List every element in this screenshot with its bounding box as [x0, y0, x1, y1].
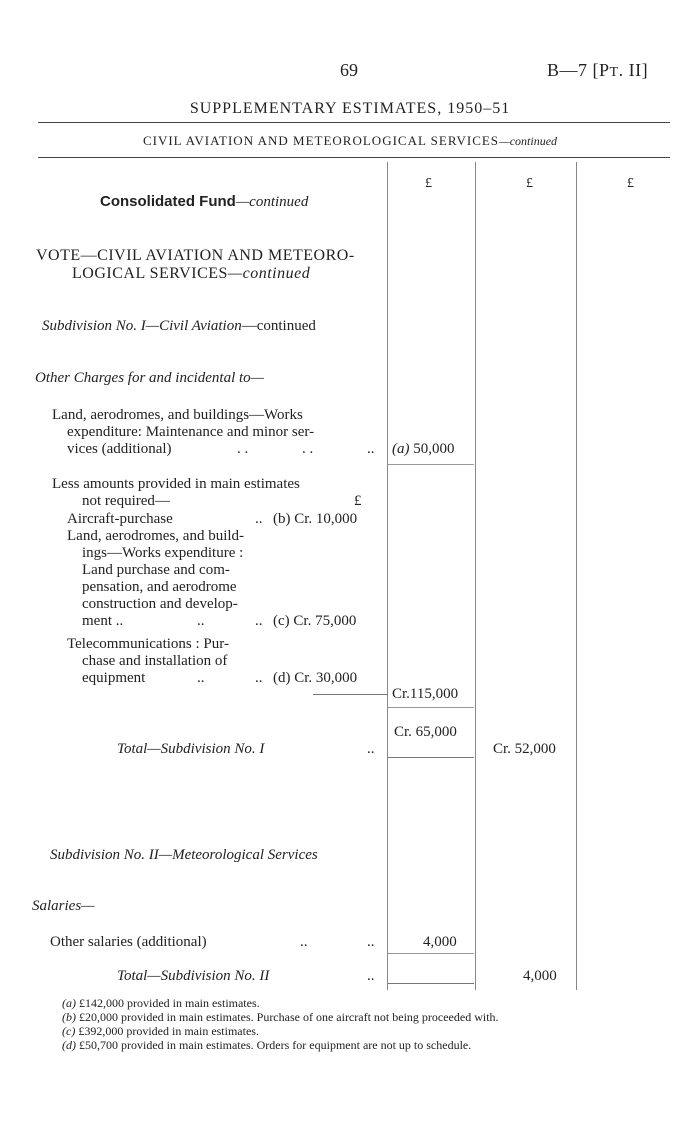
- item-land-line: Land purchase and com-: [82, 562, 230, 578]
- subdivision-1-total-amount: Cr. 52,000: [493, 741, 556, 757]
- title-rule: [38, 122, 670, 123]
- item-telecom-line: equipment: [82, 670, 146, 686]
- subdivision-1-total-label: Total—Subdivision No. I: [117, 741, 265, 757]
- salaries-heading: Salaries—: [32, 898, 95, 914]
- leader-dots: ..: [300, 934, 308, 950]
- subdivision-2-total-amount: 4,000: [523, 968, 557, 984]
- currency-header-2: £: [526, 176, 533, 191]
- less-line-1: Less amounts provided in main estimates: [52, 476, 300, 492]
- leader-dots: ..: [367, 968, 375, 984]
- page-title: SUPPLEMENTARY ESTIMATES, 1950–51: [189, 100, 511, 117]
- land-line-1: Land, aerodromes, and buildings—Works: [52, 407, 303, 423]
- footnote-d: (d) £50,700 provided in main estimates. Orders for equipment are not up to schedule.: [62, 1038, 472, 1052]
- leader-dots: ..: [197, 613, 205, 629]
- salaries-underline: [388, 953, 474, 954]
- leader-dots: ..: [367, 934, 375, 950]
- item-land-line: construction and develop-: [82, 596, 238, 612]
- total-2-rule: [388, 983, 474, 984]
- item-telecom-line: Telecommunications : Pur-: [67, 636, 229, 652]
- leader-dots: . .: [302, 441, 314, 457]
- land-works-amount: (c) Cr. 75,000: [273, 613, 357, 629]
- leader-dots: ..: [367, 441, 375, 457]
- item-telecom-line: chase and installation of: [82, 653, 228, 669]
- item-land-line: ings—Works expenditure :: [82, 545, 244, 561]
- leader-dots: ..: [255, 613, 263, 629]
- vote-heading-line2: LOGICAL SERVICES—continued: [72, 265, 311, 282]
- other-salaries-label: Other salaries (additional): [50, 934, 207, 950]
- land-line-3: vices (additional): [67, 441, 172, 457]
- land-line-2: expenditure: Maintenance and minor ser-: [67, 424, 315, 440]
- column-divider-1: [387, 162, 388, 990]
- item-aircraft: Aircraft-purchase: [67, 511, 173, 527]
- subdivision-1-heading: Subdivision No. I—Civil Aviation—continued: [42, 318, 316, 334]
- telecom-amount: (d) Cr. 30,000: [273, 670, 358, 686]
- other-salaries-amount: 4,000: [423, 934, 457, 950]
- less-line-2: not required—: [82, 493, 170, 509]
- footnote-b: (b) £20,000 provided in main estimates. Purchase of one aircraft not being proceeded with.: [62, 1010, 499, 1024]
- footnote-a: (a) £142,000 provided in main estimates.: [62, 996, 260, 1010]
- vote-heading-line1: VOTE—CIVIL AVIATION AND METEORO-: [36, 247, 355, 264]
- item-land-line: pensation, and aerodrome: [82, 579, 237, 595]
- other-charges-heading: Other Charges for and incidental to—: [35, 370, 265, 386]
- leader-dots: ..: [367, 741, 375, 757]
- subdivision-2-total-label: Total—Subdivision No. II: [117, 968, 270, 984]
- header-rule: [38, 157, 670, 158]
- currency-header-3: £: [627, 176, 634, 191]
- net-amount: Cr. 65,000: [394, 724, 457, 740]
- leader-dots: ..: [255, 511, 263, 527]
- item-land-line: ment ..: [82, 613, 124, 629]
- subdivision-2-heading: Subdivision No. II—Meteorological Services: [50, 847, 318, 863]
- less-total-underline: [388, 707, 474, 708]
- aircraft-amount: (b) Cr. 10,000: [273, 511, 358, 527]
- currency-header-1: £: [425, 176, 432, 191]
- fund-heading: Consolidated Fund—continued: [100, 193, 309, 210]
- page-subtitle: CIVIL AVIATION AND METEOROLOGICAL SERVICES—continued: [142, 133, 558, 148]
- item-land-line: Land, aerodromes, and build-: [67, 528, 245, 544]
- document-reference: B—7 [PT. II]: [547, 60, 649, 80]
- leader-dots: ..: [255, 670, 263, 686]
- column-divider-3: [576, 162, 577, 990]
- land-underline: [388, 464, 474, 465]
- land-amount: (a) 50,000: [392, 441, 455, 457]
- leader-dots: . .: [237, 441, 249, 457]
- page-number: 69: [340, 60, 358, 80]
- less-total-amount: Cr.115,000: [392, 686, 459, 702]
- net-underline: [388, 757, 474, 758]
- less-subtotal-rule: [313, 694, 388, 695]
- footnote-c: (c) £392,000 provided in main estimates.: [62, 1024, 259, 1038]
- leader-dots: ..: [197, 670, 205, 686]
- column-divider-2: [475, 162, 476, 990]
- less-pound-sign: £: [354, 493, 362, 509]
